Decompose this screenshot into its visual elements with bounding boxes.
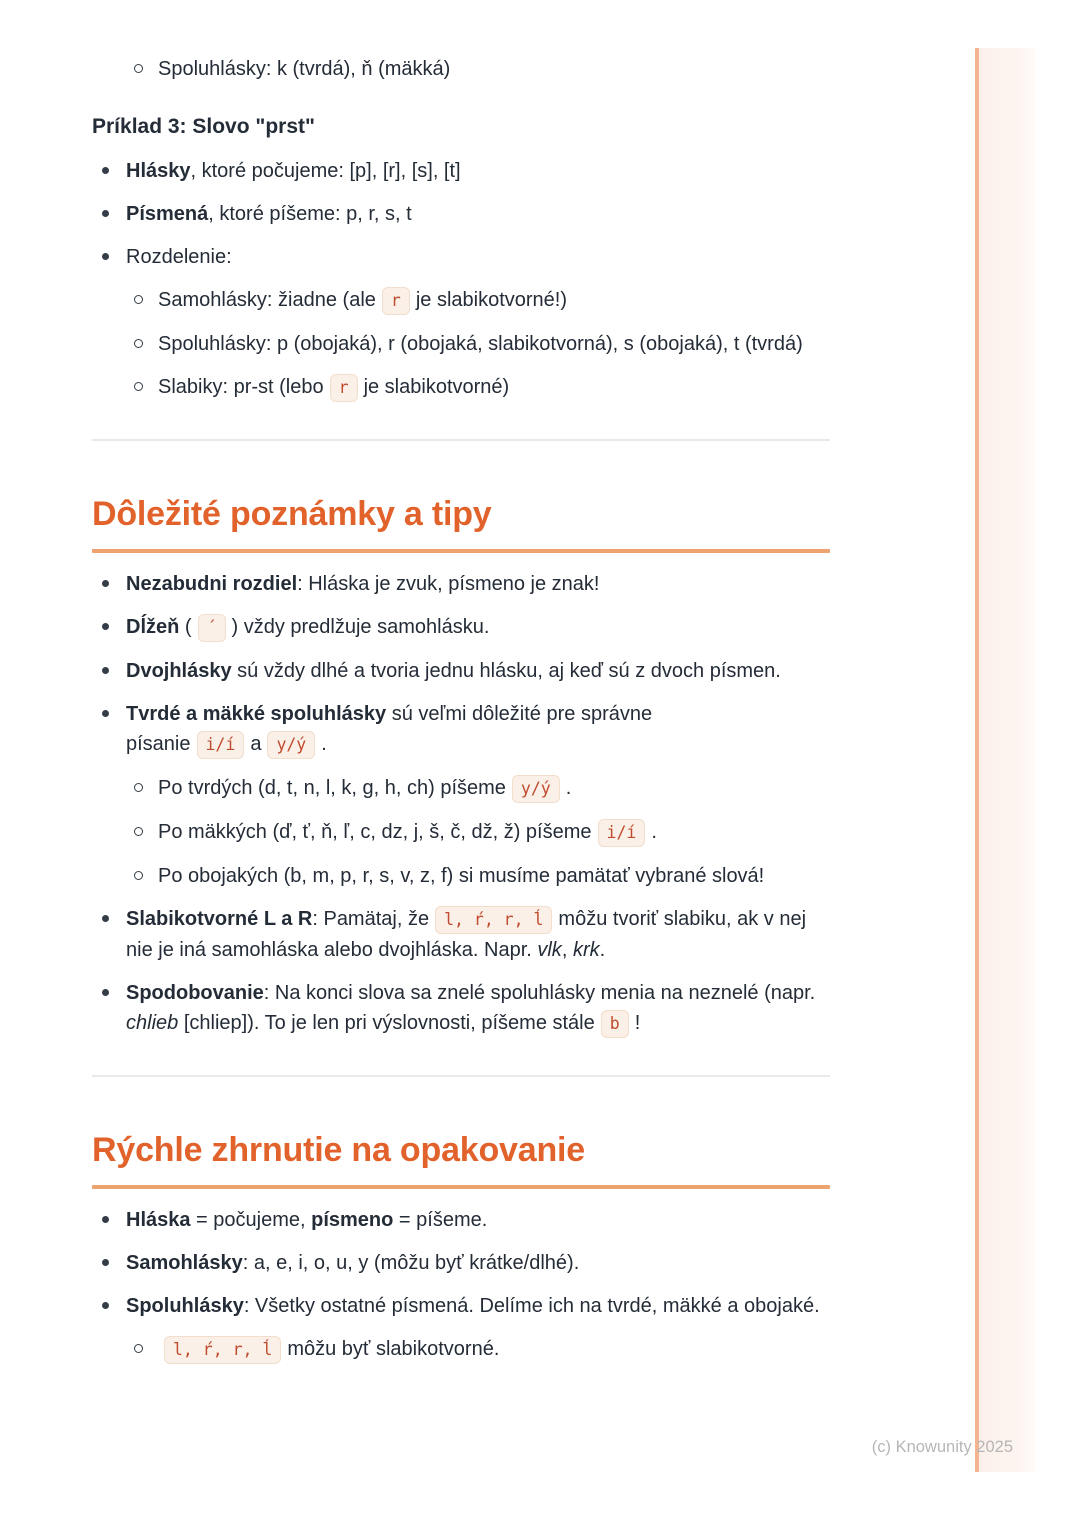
text-segment: [chliep]). To je len pri výslovnosti, píšeme stále — [178, 1012, 595, 1034]
text-segment: je slabikotvorné!) — [415, 289, 568, 311]
section-divider — [92, 439, 830, 441]
text-segment: Spoluhlásky: p (obojaká), r (obojaká, slabikotvorná), s (obojaká), t (tvrdá) — [158, 333, 803, 355]
bullet-circle-icon — [134, 827, 143, 836]
text-segment: Hláska — [126, 1209, 191, 1231]
text-segment: Slabikotvorné L a R — [126, 908, 313, 930]
inline-code-chip: i/í — [197, 731, 245, 759]
list-item — [102, 612, 830, 643]
section-title-underline — [92, 549, 830, 553]
list-item-text — [126, 978, 830, 1039]
list-item-text — [126, 569, 830, 599]
list-item-text — [158, 285, 830, 316]
bullet-dot-icon — [102, 710, 109, 717]
list-item-text — [126, 612, 830, 643]
inline-code-chip: ´ — [198, 614, 226, 642]
text-segment: Slabiky: pr-st (lebo — [158, 376, 324, 398]
text-segment: Samohlásky — [126, 1252, 243, 1274]
text-segment: : Všetky ostatné písmená. Delíme ich na tvrdé, mäkké a obojaké. — [243, 1295, 820, 1317]
list-item-text — [126, 1248, 830, 1278]
text-segment: sú vždy dlhé a tvoria jednu hlásku, aj keď sú z dvoch písmen. — [231, 660, 781, 682]
list-item-text — [158, 773, 830, 804]
list-item-text — [126, 1291, 830, 1321]
list-item-text — [126, 904, 830, 965]
list-item-text — [126, 199, 830, 229]
text-segment: ( — [179, 616, 192, 638]
bullet-dot-icon — [102, 1302, 109, 1309]
bullet-circle-icon — [134, 871, 143, 880]
text-segment: Rozdelenie: — [126, 246, 232, 268]
example-heading: Príklad 3: Slovo "prst" — [92, 115, 315, 138]
text-segment: písmeno — [311, 1209, 394, 1231]
list-item-text — [126, 699, 830, 760]
bullet-circle-icon — [134, 295, 143, 304]
bullet-circle-icon — [134, 1344, 143, 1353]
bullet-circle-icon — [134, 382, 143, 391]
text-segment: Po mäkkých (ď, ť, ň, ľ, c, dz, j, š, č, dž, ž) píšeme — [158, 821, 592, 843]
text-segment: , ktoré počujeme: [p], [r], [s], [t] — [190, 160, 461, 182]
list-item — [102, 699, 830, 760]
list-item — [102, 904, 830, 965]
list-item — [102, 978, 830, 1039]
text-segment: sú veľmi dôležité pre správne písanie — [126, 703, 653, 755]
inline-code-chip: r — [382, 287, 410, 315]
inline-code-chip: i/í — [598, 819, 646, 847]
text-segment: : Pamätaj, že — [312, 908, 430, 930]
text-segment: Tvrdé a mäkké spoluhlásky — [126, 703, 387, 725]
bullet-list — [92, 54, 830, 84]
text-segment: Hlásky — [126, 160, 191, 182]
inline-code-chip: y/ý — [512, 775, 560, 803]
list-item — [102, 656, 830, 686]
list-item — [102, 1248, 830, 1278]
text-segment: . — [651, 821, 657, 843]
list-item-text — [126, 156, 830, 186]
list-item-text — [126, 656, 830, 686]
list-item-text — [158, 817, 830, 848]
text-segment: Spodobovanie — [126, 982, 264, 1004]
text-segment: Písmená — [126, 203, 209, 225]
section-title: Dôležité poznámky a tipy — [92, 495, 492, 533]
inline-code-chip: l, ŕ, r, ĺ — [435, 906, 552, 934]
document-content — [92, 54, 830, 1378]
bullet-dot-icon — [102, 915, 109, 922]
list-item — [134, 285, 830, 316]
text-segment: : Hláska je zvuk, písmeno je znak! — [297, 573, 600, 595]
text-segment: a — [250, 733, 262, 755]
text-segment: Spoluhlásky: k (tvrdá), ň (mäkká) — [158, 58, 451, 80]
bullet-dot-icon — [102, 167, 109, 174]
copyright-watermark: (c) Knowunity 2025 — [871, 1438, 1013, 1456]
bullet-dot-icon — [102, 1216, 109, 1223]
text-segment: : Na konci slova sa znelé spoluhlásky menia na neznelé (napr. — [263, 982, 816, 1004]
page-edge-accent-strip — [979, 48, 1035, 1472]
text-segment: je slabikotvorné) — [363, 376, 510, 398]
bullet-dot-icon — [102, 667, 109, 674]
text-segment: = píšeme. — [393, 1209, 488, 1231]
list-item-text — [158, 372, 830, 403]
bullet-dot-icon — [102, 253, 109, 260]
list-item — [102, 199, 830, 229]
list-item — [134, 372, 830, 403]
text-segment: . — [565, 777, 572, 799]
bullet-dot-icon — [102, 623, 109, 630]
text-segment: môžu byť slabikotvorné. — [287, 1338, 500, 1360]
section-title: Rýchle zhrnutie na opakovanie — [92, 1131, 585, 1169]
text-segment: krk — [572, 939, 600, 961]
list-item — [134, 54, 830, 84]
section-divider — [92, 1075, 830, 1077]
text-segment: vlk — [537, 939, 562, 961]
list-item — [134, 861, 830, 891]
list-item — [102, 242, 830, 272]
text-segment: môžu tvoriť slabiku, ak v nej nie je iná samohláska alebo dvojhláska. Napr. — [126, 908, 807, 961]
text-segment: ! — [634, 1012, 641, 1034]
list-item-text — [158, 54, 830, 84]
list-item — [134, 1334, 830, 1365]
section-title-underline — [92, 1185, 830, 1189]
text-segment: ) vždy predlžuje samohlásku. — [231, 616, 490, 638]
bullet-circle-icon — [134, 339, 143, 348]
list-item — [134, 329, 830, 359]
text-segment: , — [561, 939, 573, 961]
list-item — [134, 773, 830, 804]
list-item — [102, 569, 830, 599]
text-segment: Po obojakých (b, m, p, r, s, v, z, f) si musíme pamätať vybrané slová! — [158, 865, 765, 887]
bullet-circle-icon — [134, 783, 143, 792]
text-segment: Samohlásky: žiadne (ale — [158, 289, 376, 311]
bullet-dot-icon — [102, 210, 109, 217]
text-segment: Spoluhlásky — [126, 1295, 244, 1317]
list-item-text — [126, 1205, 830, 1235]
bullet-dot-icon — [102, 1259, 109, 1266]
text-segment: . — [599, 939, 606, 961]
inline-code-chip: b — [601, 1010, 629, 1038]
inline-code-chip: l, ŕ, r, ĺ — [164, 1336, 281, 1364]
bullet-list — [92, 1205, 830, 1365]
bullet-list — [92, 156, 830, 403]
bullet-circle-icon — [134, 64, 143, 73]
list-item-text — [158, 1334, 830, 1365]
text-segment: , ktoré píšeme: p, r, s, t — [208, 203, 412, 225]
list-item — [102, 1205, 830, 1235]
text-segment: : a, e, i, o, u, y (môžu byť krátke/dlhé). — [242, 1252, 580, 1274]
text-segment: Dĺžeň — [126, 616, 180, 638]
text-segment: chlieb — [126, 1012, 179, 1034]
bullet-dot-icon — [102, 580, 109, 587]
list-item — [134, 817, 830, 848]
text-segment: Po tvrdých (d, t, n, l, k, g, h, ch) píšeme — [158, 777, 506, 799]
list-item — [102, 156, 830, 186]
text-segment: = počujeme, — [190, 1209, 312, 1231]
list-item-text — [158, 329, 830, 359]
list-item-text — [158, 861, 830, 891]
inline-code-chip: r — [330, 374, 358, 402]
bullet-dot-icon — [102, 989, 109, 996]
inline-code-chip: y/ý — [267, 731, 315, 759]
list-item — [102, 1291, 830, 1321]
text-segment: Dvojhlásky — [126, 660, 232, 682]
list-item-text — [126, 242, 830, 272]
text-segment: . — [321, 733, 327, 755]
bullet-list — [92, 569, 830, 1039]
text-segment: Nezabudni rozdiel — [126, 573, 298, 595]
